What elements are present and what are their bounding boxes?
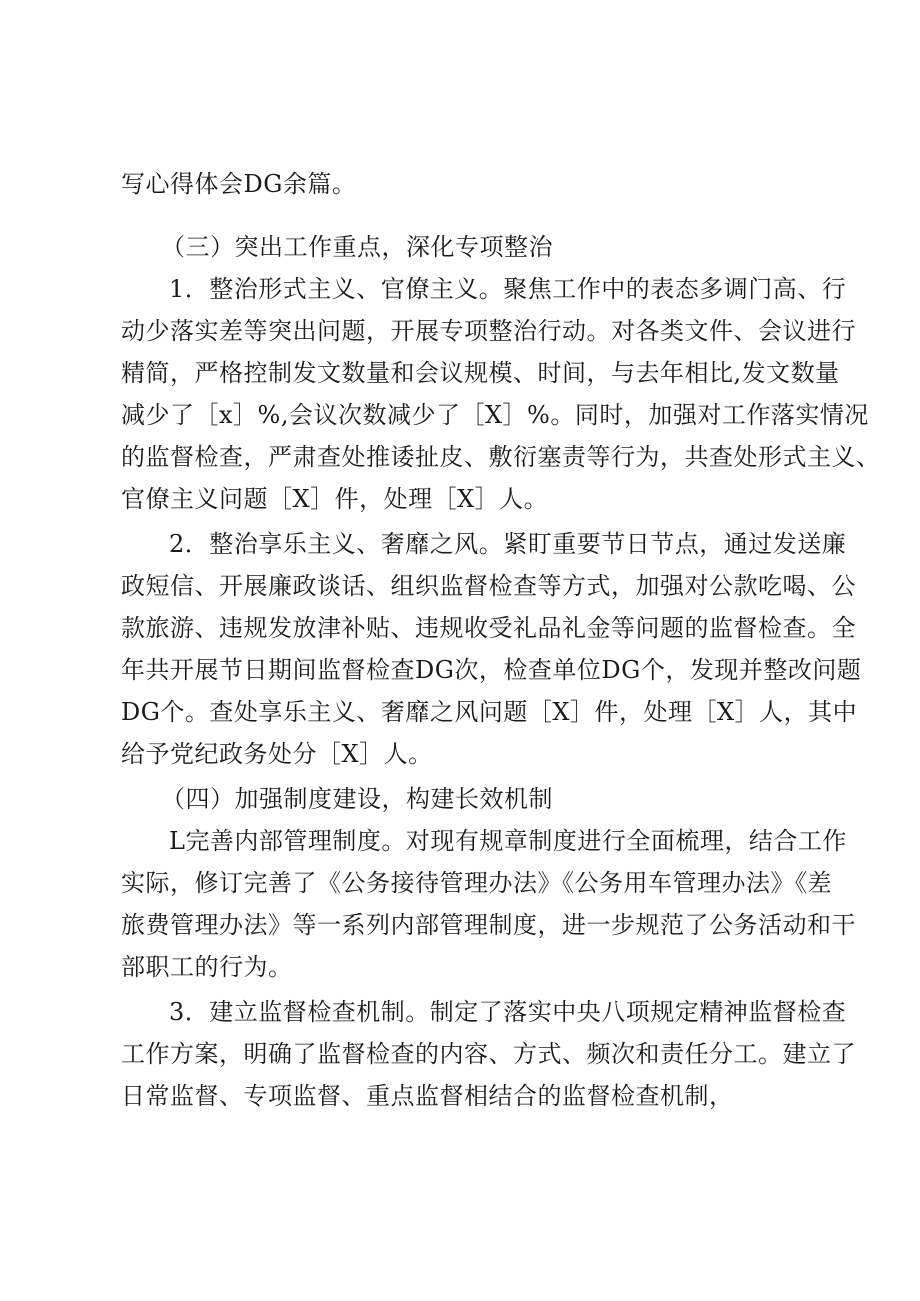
text-line: 款旅游、违规发放津补贴、违规收受礼品礼金等问题的监督检查。全 <box>121 614 856 642</box>
text-line: 减少了［x］%,会议次数减少了［X］%。同时，加强对工作落实情况 <box>121 401 869 429</box>
text-line: 1．整治形式主义、官僚主义。聚焦工作中的表态多调门高、行 <box>169 275 847 303</box>
text-line: L完善内部管理制度。对现有规章制度进行全面梳理，结合工作 <box>169 827 847 855</box>
text-line: 给予党纪政务处分［X］人。 <box>121 740 433 768</box>
text-line: 政短信、开展廉政谈话、组织监督检查等方式，加强对公款吃喝、公 <box>121 572 856 600</box>
text-line: 工作方案，明确了监督检查的内容、方式、频次和责任分工。建立了 <box>121 1040 856 1068</box>
text-line: （四）加强制度建设，构建长效机制 <box>161 785 553 813</box>
text-line: 2．整治享乐主义、奢靡之风。紧盯重要节日节点，通过发送廉 <box>169 530 847 558</box>
text-line: 精简，严格控制发文数量和会议规模、时间，与去年相比,发文数量 <box>121 359 840 387</box>
text-line: 官僚主义问题［X］件，处理［X］人。 <box>121 485 549 513</box>
text-line: 实际，修订完善了《公务接待管理办法》《公务用车管理办法》《差 <box>121 869 832 897</box>
text-line: 写心得体会DG余篇。 <box>121 170 357 198</box>
text-line: 年共开展节日期间监督检查DG次，检查单位DG个，发现并整改问题 <box>121 656 862 684</box>
text-line: 日常监督、专项监督、重点监督相结合的监督检查机制， <box>121 1082 734 1110</box>
text-line: 3．建立监督检查机制。制定了落实中央八项规定精神监督检查 <box>169 998 847 1026</box>
text-line: （三）突出工作重点，深化专项整治 <box>161 233 553 261</box>
text-line: 部职工的行为。 <box>121 953 293 981</box>
text-line: 动少落实差等突出问题，开展专项整治行动。对各类文件、会议进行 <box>121 317 856 345</box>
text-line: 的监督检查，严肃查处推诿扯皮、敷衍塞责等行为，共查处形式主义、 <box>121 443 881 471</box>
text-line: DG个。查处享乐主义、奢靡之风问题［X］件，处理［X］人，其中 <box>121 698 858 726</box>
text-line: 旅费管理办法》等一系列内部管理制度，进一步规范了公务活动和干 <box>121 911 856 939</box>
